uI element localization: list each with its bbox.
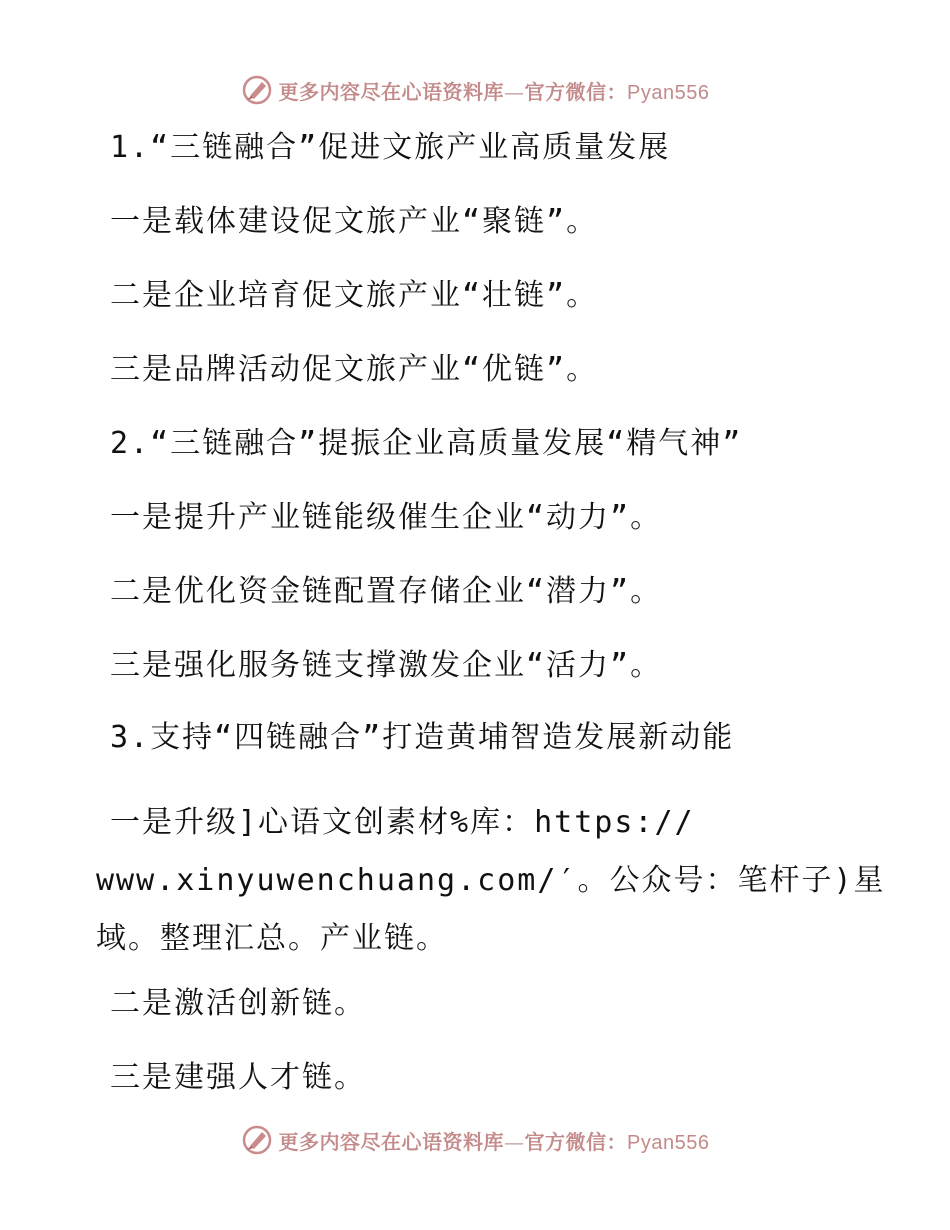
list-item: 一是载体建设促文旅产业“聚链”。 — [110, 204, 599, 239]
pen-nib-logo-icon — [241, 1124, 273, 1156]
header-watermark — [0, 70, 950, 110]
list-item: 二是优化资金链配置存储企业“潜力”。 — [110, 574, 663, 609]
paragraph-block — [96, 794, 886, 968]
list-item: 三是强化服务链支撑激发企业“活力”。 — [110, 648, 663, 683]
list-item: 一是提升产业链能级催生企业“动力”。 — [110, 500, 663, 535]
paragraph-line: 域。整理汇总。产业链。 — [96, 921, 448, 956]
footer-watermark-text: 更多内容尽在心语资料库—官方微信：Pyan556 — [278, 1129, 710, 1154]
heading-2: 2.“三链融合”提振企业高质量发展“精气神” — [110, 426, 743, 461]
paragraph-line: 一是升级]心语文创素材%库：https:// — [110, 805, 695, 840]
list-item: 二是企业培育促文旅产业“壮链”。 — [110, 278, 599, 313]
list-item: 二是激活创新链。 — [110, 986, 366, 1021]
heading-1: 1.“三链融合”促进文旅产业高质量发展 — [110, 130, 671, 165]
footer-watermark — [0, 1120, 950, 1160]
paragraph-line: www.xinyuwenchuang.com/′。公众号：笔杆子)星 — [96, 863, 886, 898]
header-watermark-text: 更多内容尽在心语资料库—官方微信：Pyan556 — [278, 79, 710, 104]
list-item: 三是建强人才链。 — [110, 1060, 366, 1095]
heading-3: 3.支持“四链融合”打造黄埔智造发展新动能 — [110, 720, 735, 755]
pen-nib-logo-icon — [241, 74, 273, 106]
list-item: 三是品牌活动促文旅产业“优链”。 — [110, 352, 599, 387]
